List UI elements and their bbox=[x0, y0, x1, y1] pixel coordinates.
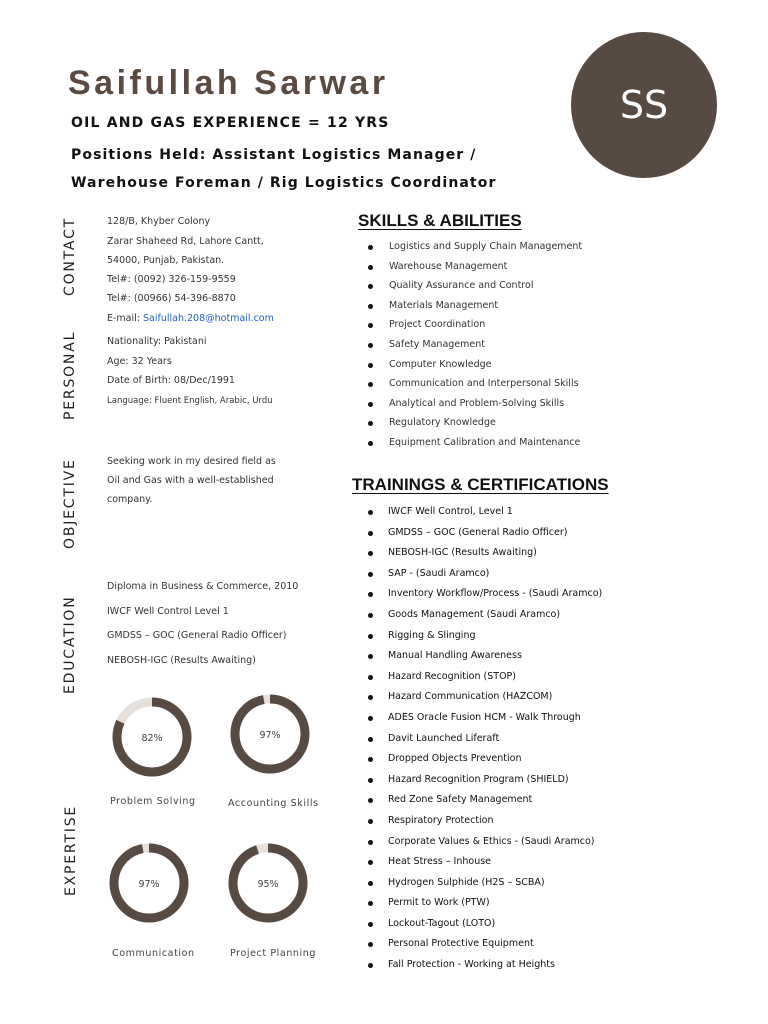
donut-percent: 97% bbox=[138, 879, 160, 890]
training-item: Hazard Recognition Program (SHIELD) bbox=[388, 774, 602, 795]
personal-dob: Date of Birth: 08/Dec/1991 bbox=[107, 375, 235, 386]
contact-email bbox=[107, 313, 274, 324]
education-item: NEBOSH-IGC (Results Awaiting) bbox=[107, 655, 256, 666]
donut-percent: 97% bbox=[259, 730, 281, 741]
contact-phone-2: Tel#: (00966) 54-396-8870 bbox=[107, 293, 236, 304]
skill-item: Computer Knowledge bbox=[389, 359, 582, 379]
monogram-avatar bbox=[571, 32, 717, 178]
training-item: GMDSS – GOC (General Radio Officer) bbox=[388, 527, 602, 548]
training-item: Dropped Objects Prevention bbox=[388, 753, 602, 774]
personal-language: Language: Fluent English, Arabic, Urdu bbox=[107, 396, 273, 406]
training-item: Goods Management (Saudi Aramco) bbox=[388, 609, 602, 630]
training-item: Corporate Values & Ethics - (Saudi Aramco) bbox=[388, 836, 602, 857]
experience-summary: OIL AND GAS EXPERIENCE = 12 YRS bbox=[71, 115, 390, 131]
skill-item: Project Coordination bbox=[389, 319, 582, 339]
skill-item: Equipment Calibration and Maintenance bbox=[389, 437, 582, 457]
expertise-label: Communication bbox=[112, 948, 195, 959]
training-item: ADES Oracle Fusion HCM - Walk Through bbox=[388, 712, 602, 733]
education-item: Diploma in Business & Commerce, 2010 bbox=[107, 581, 299, 592]
monogram-initials: SS bbox=[619, 83, 669, 127]
training-item: Hazard Communication (HAZCOM) bbox=[388, 691, 602, 712]
personal-nationality: Nationality: Pakistani bbox=[107, 336, 207, 347]
training-item: IWCF Well Control, Level 1 bbox=[388, 506, 602, 527]
objective-line-2: Oil and Gas with a well-established bbox=[107, 475, 274, 486]
training-item: Lockout-Tagout (LOTO) bbox=[388, 918, 602, 939]
candidate-name: Saifullah Sarwar bbox=[68, 64, 389, 102]
education-item: IWCF Well Control Level 1 bbox=[107, 606, 229, 617]
contact-phone-1: Tel#: (0092) 326-159-9559 bbox=[107, 274, 236, 285]
expertise-label: Problem Solving bbox=[110, 796, 196, 807]
training-item: Hazard Recognition (STOP) bbox=[388, 671, 602, 692]
training-item: Inventory Workflow/Process - (Saudi Aramco) bbox=[388, 588, 602, 609]
skill-item: Analytical and Problem-Solving Skills bbox=[389, 398, 582, 418]
training-item: SAP - (Saudi Aramco) bbox=[388, 568, 602, 589]
donut-chart-communication bbox=[107, 841, 191, 925]
section-label-education: EDUCATION bbox=[62, 595, 78, 694]
section-label-objective: OBJECTIVE bbox=[62, 458, 78, 549]
training-item: Davit Launched Liferaft bbox=[388, 733, 602, 754]
training-item: Respiratory Protection bbox=[388, 815, 602, 836]
positions-held-line-1: Positions Held: Assistant Logistics Manager / bbox=[71, 147, 477, 163]
trainings-heading: TRAININGS & CERTIFICATIONS bbox=[352, 475, 609, 494]
section-label-personal: PERSONAL bbox=[62, 330, 78, 420]
expertise-label: Project Planning bbox=[230, 948, 317, 959]
donut-chart-accounting-skills bbox=[228, 692, 312, 776]
skill-item: Quality Assurance and Control bbox=[389, 280, 582, 300]
skill-item: Warehouse Management bbox=[389, 261, 582, 281]
training-item: Personal Protective Equipment bbox=[388, 938, 602, 959]
training-item: Hydrogen Sulphide (H2S – SCBA) bbox=[388, 877, 602, 898]
donut-percent: 95% bbox=[257, 879, 279, 890]
skill-item: Regulatory Knowledge bbox=[389, 417, 582, 437]
skill-item: Logistics and Supply Chain Management bbox=[389, 241, 582, 261]
education-item: GMDSS – GOC (General Radio Officer) bbox=[107, 630, 287, 641]
skills-heading: SKILLS & ABILITIES bbox=[358, 211, 522, 230]
email-link[interactable]: Saifullah.208@hotmail.com bbox=[143, 313, 274, 324]
donut-chart-problem-solving bbox=[110, 695, 194, 779]
objective-line-1: Seeking work in my desired field as bbox=[107, 456, 276, 467]
objective-line-3: company. bbox=[107, 494, 153, 505]
training-item: Red Zone Safety Management bbox=[388, 794, 602, 815]
positions-held-line-2: Warehouse Foreman / Rig Logistics Coordinator bbox=[71, 175, 497, 191]
contact-address-line-3: 54000, Punjab, Pakistan. bbox=[107, 255, 225, 266]
donut-chart-project-planning bbox=[226, 841, 310, 925]
training-item: NEBOSH-IGC (Results Awaiting) bbox=[388, 547, 602, 568]
training-item: Rigging & Slinging bbox=[388, 630, 602, 651]
section-label-expertise: EXPERTISE bbox=[63, 804, 79, 896]
personal-age: Age: 32 Years bbox=[107, 356, 172, 367]
expertise-label: Accounting Skills bbox=[228, 798, 319, 809]
training-item: Heat Stress – Inhouse bbox=[388, 856, 602, 877]
training-item: Fall Protection - Working at Heights bbox=[388, 959, 602, 980]
skill-item: Communication and Interpersonal Skills bbox=[389, 378, 582, 398]
training-item: Manual Handling Awareness bbox=[388, 650, 602, 671]
donut-percent: 82% bbox=[141, 733, 163, 744]
skill-item: Safety Management bbox=[389, 339, 582, 359]
section-label-contact: CONTACT bbox=[62, 217, 78, 296]
email-label: E-mail: bbox=[107, 313, 144, 324]
skill-item: Materials Management bbox=[389, 300, 582, 320]
training-item: Permit to Work (PTW) bbox=[388, 897, 602, 918]
contact-address-line-2: Zarar Shaheed Rd, Lahore Cantt, bbox=[107, 236, 264, 247]
trainings-list bbox=[388, 506, 602, 980]
skills-list bbox=[389, 241, 582, 457]
contact-address-line-1: 128/B, Khyber Colony bbox=[107, 216, 211, 227]
